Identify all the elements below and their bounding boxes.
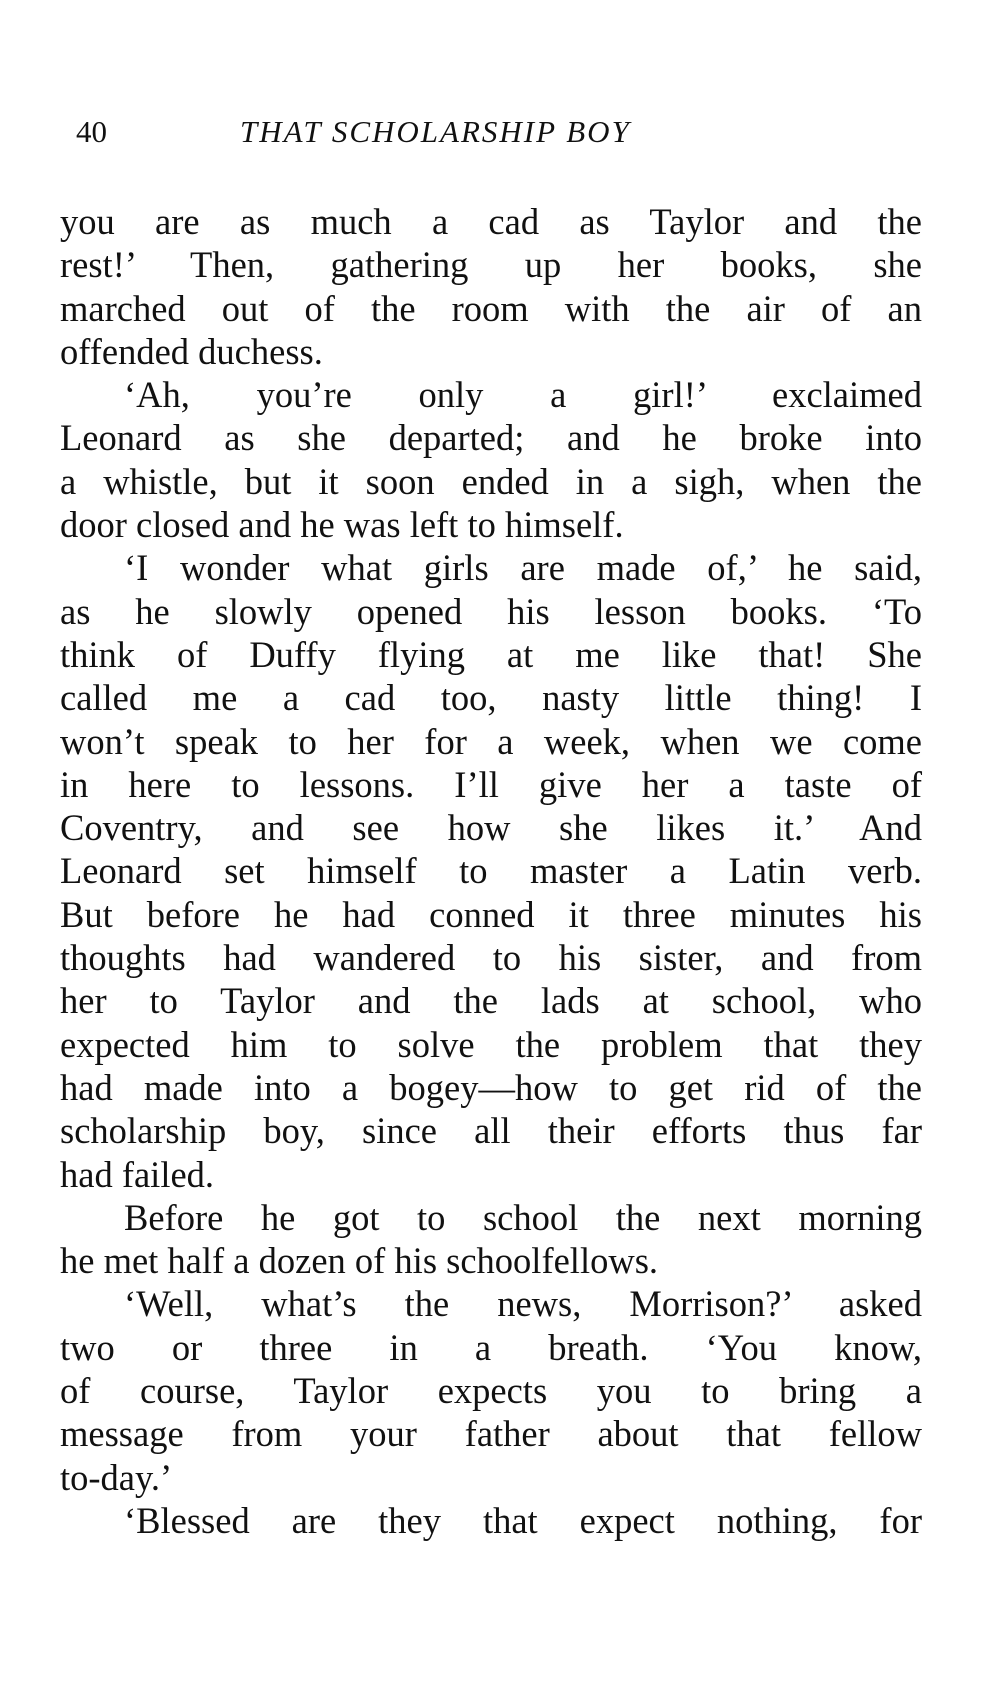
text-line: rest!’ Then, gathering up her books, she xyxy=(60,244,922,286)
text-line: expected him to solve the problem that they xyxy=(60,1023,922,1065)
text-line: won’t speak to her for a week, when we come xyxy=(60,720,922,762)
text-line: thoughts had wandered to his sister, and from xyxy=(60,937,922,979)
text-line: door closed and he was left to himself. xyxy=(60,504,624,546)
text-line: scholarship boy, since all their efforts thus far xyxy=(60,1110,922,1152)
text-line: of course, Taylor expects you to bring a xyxy=(60,1370,922,1412)
text-line: ‘Blessed are they that expect nothing, for xyxy=(124,1499,922,1541)
body-text xyxy=(60,200,922,1542)
text-line: you are as much a cad as Taylor and the xyxy=(60,201,922,242)
running-head xyxy=(60,112,920,152)
text-line: called me a cad too, nasty little thing! I xyxy=(60,677,922,719)
text-line: in here to lessons. I’ll give her a taste of xyxy=(60,763,922,805)
text-line: as he slowly opened his lesson books. ‘To xyxy=(60,590,922,632)
text-line: offended duchess. xyxy=(60,330,323,372)
text-line: marched out of the room with the air of an xyxy=(60,287,922,329)
text-line: ‘Well, what’s the news, Morrison?’ asked xyxy=(124,1283,922,1325)
text-line: ‘Ah, you’re only a girl!’ exclaimed xyxy=(124,374,922,416)
running-title: THAT SCHOLARSHIP BOY xyxy=(240,114,631,149)
page-number: 40 xyxy=(76,114,107,149)
text-line: Leonard set himself to master a Latin verb. xyxy=(60,850,922,892)
text-line: a whistle, but it soon ended in a sigh, when the xyxy=(60,460,922,502)
text-line: think of Duffy flying at me like that! She xyxy=(60,633,922,675)
text-line: two or three in a breath. ‘You know, xyxy=(60,1326,922,1368)
text-line: her to Taylor and the lads at school, who xyxy=(60,980,922,1022)
text-line: message from your father about that fellow xyxy=(60,1413,922,1455)
text-line: ‘I wonder what girls are made of,’ he said, xyxy=(124,547,922,589)
text-line: Coventry, and see how she likes it.’ And xyxy=(60,807,922,849)
text-line: Before he got to school the next morning xyxy=(124,1196,922,1238)
text-line: Leonard as she departed; and he broke into xyxy=(60,417,922,459)
text-line: had failed. xyxy=(60,1153,215,1195)
text-line: But before he had conned it three minutes his xyxy=(60,893,922,935)
text-line: he met half a dozen of his schoolfellows. xyxy=(60,1240,659,1282)
text-line: had made into a bogey—how to get rid of the xyxy=(60,1066,922,1108)
text-line: to-day.’ xyxy=(60,1456,173,1498)
